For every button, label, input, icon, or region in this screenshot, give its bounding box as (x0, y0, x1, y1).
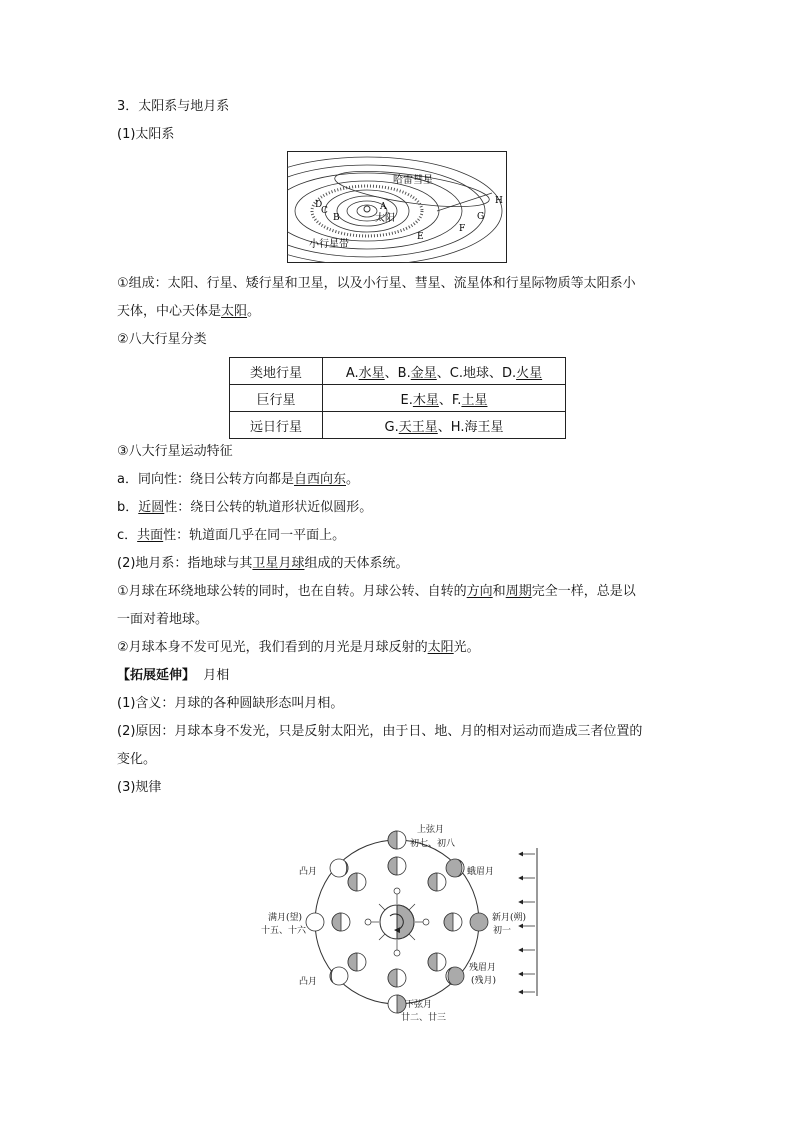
last-quarter-label: 下弦月 (405, 1000, 433, 1010)
composition-line-1: ①组成：太阳、行星、矮行星和卫星，以及小行星、彗星、流星体和行星际物质等太阳系小 (117, 276, 636, 291)
solar-system-figure (287, 151, 507, 263)
moon-rotation-line-1: ①月球在环绕地球公转的同时，也在自转。月球公转、自转的方向和周期完全一样，总是以 (117, 584, 636, 599)
category-cell: 巨行星 (230, 385, 323, 412)
sun-label: 太阳 (375, 213, 395, 224)
asteroid-belt-label: 小行星带 (309, 239, 349, 250)
motion-a: a．同向性：绕日公转方向都是自西向东。 (117, 472, 359, 487)
planets-cell: G.天王星、H.海王星 (323, 412, 566, 439)
planet-letter-d: D (315, 200, 323, 210)
moon-phase-rule: (3)规律 (117, 780, 162, 795)
moon-phase-diagram (255, 812, 550, 1024)
solar-system-heading: (1)太阳系 (117, 127, 175, 142)
waxing-crescent-label: 蛾眉月 (467, 867, 495, 877)
planet-classification-table (229, 357, 566, 439)
answer-sun: 太阳 (221, 304, 248, 319)
section-title: 3．太阳系与地月系 (117, 99, 230, 114)
motion-b: b．近圆性：绕日公转的轨道形状近似圆形。 (117, 500, 373, 515)
gibbous-bottom-label: 凸月 (299, 977, 318, 987)
new-moon-day: 初一 (493, 926, 512, 936)
moon-phase-meaning: (1)含义：月球的各种圆缺形态叫月相。 (117, 696, 344, 711)
moon-phase-cause-2: 变化。 (117, 752, 157, 767)
last-quarter-days: 廿二、廿三 (401, 1013, 447, 1023)
planet-letter-a: A (380, 202, 387, 212)
planets-cell: E.木星、F.土星 (323, 385, 566, 412)
extension-heading: 【拓展延伸】 月相 (117, 668, 230, 683)
motion-heading: ③八大行星运动特征 (117, 444, 233, 459)
composition-line-2: 天体，中心天体是太阳。 (117, 304, 261, 319)
waning-crescent-label: 残眉月 (469, 963, 497, 973)
planets-cell: A.水星、B.金星、C.地球、D.火星 (323, 358, 566, 385)
new-moon-label: 新月(朔) (492, 913, 527, 923)
planet-letter-h: H (495, 196, 503, 206)
full-moon-days: 十五、十六 (261, 926, 307, 936)
motion-c: c．共面性：轨道面几乎在同一平面上。 (117, 528, 346, 543)
moon-rotation-line-2: 一面对着地球。 (117, 612, 209, 627)
planet-letter-e: E (417, 232, 424, 242)
table-row (230, 385, 566, 412)
planet-letter-b: B (333, 213, 340, 223)
comet-label: 哈雷彗星 (393, 175, 433, 186)
full-moon-label: 满月(望) (268, 913, 303, 923)
category-cell: 远日行星 (230, 412, 323, 439)
table-row (230, 358, 566, 385)
waning-crescent-alt: (残月) (471, 976, 497, 986)
moonlight-line: ②月球本身不发可见光，我们看到的月光是月球反射的太阳光。 (117, 640, 480, 655)
first-quarter-days: 初七、初八 (410, 839, 456, 849)
earth-moon-definition: (2)地月系：指地球与其卫星月球组成的天体系统。 (117, 556, 409, 571)
planet-letter-c: C (321, 206, 328, 216)
classification-heading: ②八大行星分类 (117, 332, 207, 347)
moon-phase-cause-1: (2)原因：月球本身不发光，只是反射太阳光，由于日、地、月的相对运动而造成三者位置的 (117, 724, 643, 739)
category-cell: 类地行星 (230, 358, 323, 385)
table-row (230, 412, 566, 439)
gibbous-top-label: 凸月 (299, 867, 318, 877)
planet-letter-f: F (459, 224, 466, 234)
planet-letter-g: G (477, 212, 485, 222)
first-quarter-label: 上弦月 (417, 825, 445, 835)
